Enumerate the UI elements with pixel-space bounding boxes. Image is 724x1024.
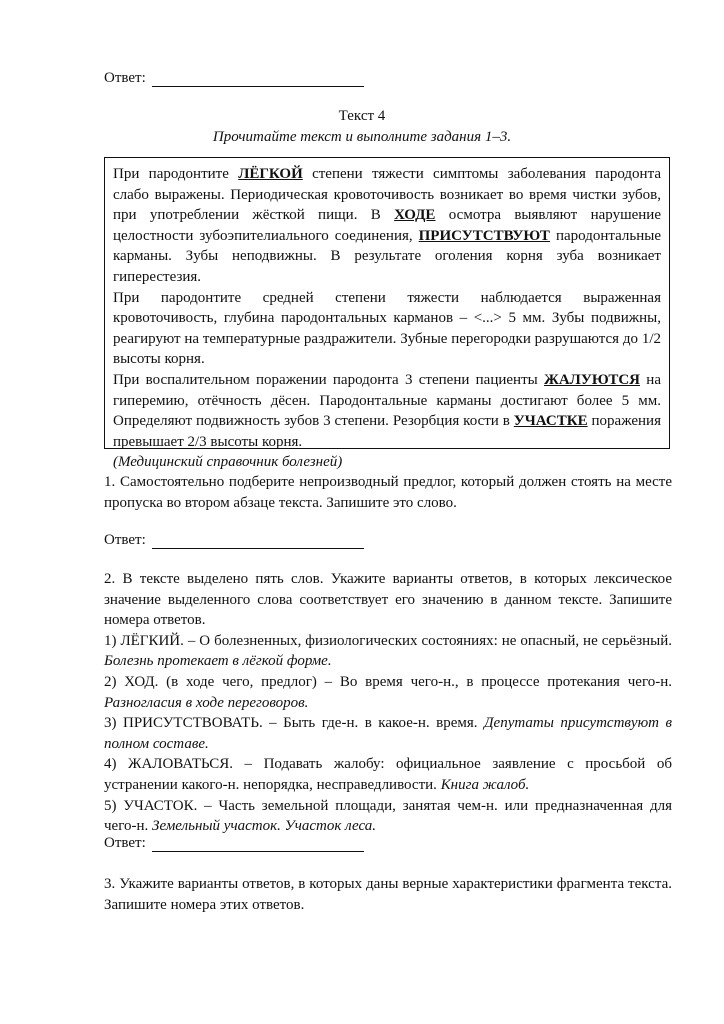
highlighted-word: ХОДЕ	[394, 207, 436, 224]
option-text: 3) ПРИСУТСТВОВАТЬ. – Быть где-н. в какое-н. время.	[104, 715, 485, 732]
task-2-option-5	[104, 796, 672, 837]
instruction: Прочитайте текст и выполните задания 1–3.	[212, 129, 512, 145]
highlighted-word: УЧАСТКЕ	[513, 413, 588, 430]
task-2-option-2	[104, 672, 672, 713]
answer-line-task-2	[104, 835, 364, 852]
option-text: 4) ЖАЛОВАТЬСЯ. – Подавать жалобу: официальное заявление с просьбой об устранении какого-н. непорядка, несправедливости.	[104, 756, 672, 793]
passage-paragraph-1	[113, 164, 661, 288]
option-text: 5) УЧАСТОК. – Часть земельной площади, занятая чем-н. или предназначенная для чего-н.	[104, 797, 672, 835]
task-2-intro: 2. В тексте выделено пять слов. Укажите варианты ответов, в которых лексическое значение выделенного слова соответствует его значению в данном тексте. Запишите номера ответов.	[104, 571, 672, 629]
passage-text: поражения превышает 2/3 высоты корня.	[113, 413, 661, 450]
passage-text: степени тяжести симптомы заболевания пародонта слабо выражены. Периодическая кровоточивость возникает во время чистки зубов, при употреблении жёсткой пищи. В	[113, 166, 661, 224]
passage-text: При воспалительном поражении пародонта 3 степени пациенты	[113, 371, 544, 388]
task-2	[104, 569, 672, 837]
task-3-text: 3. Укажите варианты ответов, в которых даны верные характеристики фрагмента текста. Запишите номера этих ответов.	[104, 876, 672, 913]
option-text: 1) ЛЁГКИЙ. – О болезненных, физиологических состояниях: не опасный, не серьёзный.	[104, 632, 672, 649]
answer-blank[interactable]	[152, 837, 364, 852]
option-example: Болезнь протекает в лёгкой форме.	[104, 653, 332, 670]
task-2-option-1	[104, 631, 672, 672]
option-example: Книга жалоб.	[440, 776, 530, 793]
answer-label: Ответ:	[104, 835, 146, 851]
passage-text: осмотра выявляют нарушение целостности зубоэпителиального соединения,	[113, 207, 661, 244]
highlighted-word: ЖАЛУЮТСЯ	[543, 371, 641, 388]
answer-line-task-1	[104, 532, 364, 549]
task-1	[104, 472, 672, 513]
answer-blank[interactable]	[152, 534, 364, 549]
answer-blank[interactable]	[152, 72, 364, 87]
passage-paragraph-3	[113, 370, 661, 452]
option-example: Депутаты присутствуют в полном составе.	[104, 715, 672, 752]
passage-paragraph-2: При пародонтите средней степени тяжести наблюдается выраженная кровоточивость, глубина пародонтальных карманов – <...> 5 мм. Зубы подвижны, реагируют на температурные раздражители. Зубные перегородки разрушаются до 1/2 высоты корня.	[113, 289, 661, 368]
passage-text: на гиперемию, отёчность дёсен. Пародонтальные карманы достигают более 5 мм. Определяют подвижность зубов 3 степени. Резорбция кости в	[113, 371, 661, 430]
passage-text: пародонтальные карманы. Зубы неподвижны. В результате оголения корня зуба возникает гиперестезия.	[113, 227, 661, 285]
passage-box	[104, 157, 670, 471]
answer-line-top	[104, 70, 364, 87]
task-2-option-4	[104, 754, 672, 795]
answer-label: Ответ:	[104, 532, 146, 548]
passage-source: (Медицинский справочник болезней)	[113, 454, 343, 471]
text-heading: Текст 4	[338, 108, 386, 124]
option-example: Разногласия в ходе переговоров.	[104, 694, 309, 711]
task-2-option-3	[104, 713, 672, 754]
option-text: 2) ХОД. (в ходе чего, предлог) – Во время чего-н., в процессе протекания чего-н.	[104, 673, 672, 690]
answer-label: Ответ:	[104, 70, 146, 86]
task-1-text: 1. Самостоятельно подберите непроизводный предлог, который должен стоять на месте пропуска во втором абзаце текста. Запишите это слово.	[104, 474, 672, 511]
passage-text: При пародонтите	[113, 166, 239, 182]
highlighted-word: ПРИСУТСТВУЮТ	[418, 227, 550, 244]
option-example: Земельный участок. Участок леса.	[152, 818, 377, 835]
task-3	[104, 874, 672, 915]
highlighted-word: ЛЁГКОЙ	[238, 166, 303, 182]
